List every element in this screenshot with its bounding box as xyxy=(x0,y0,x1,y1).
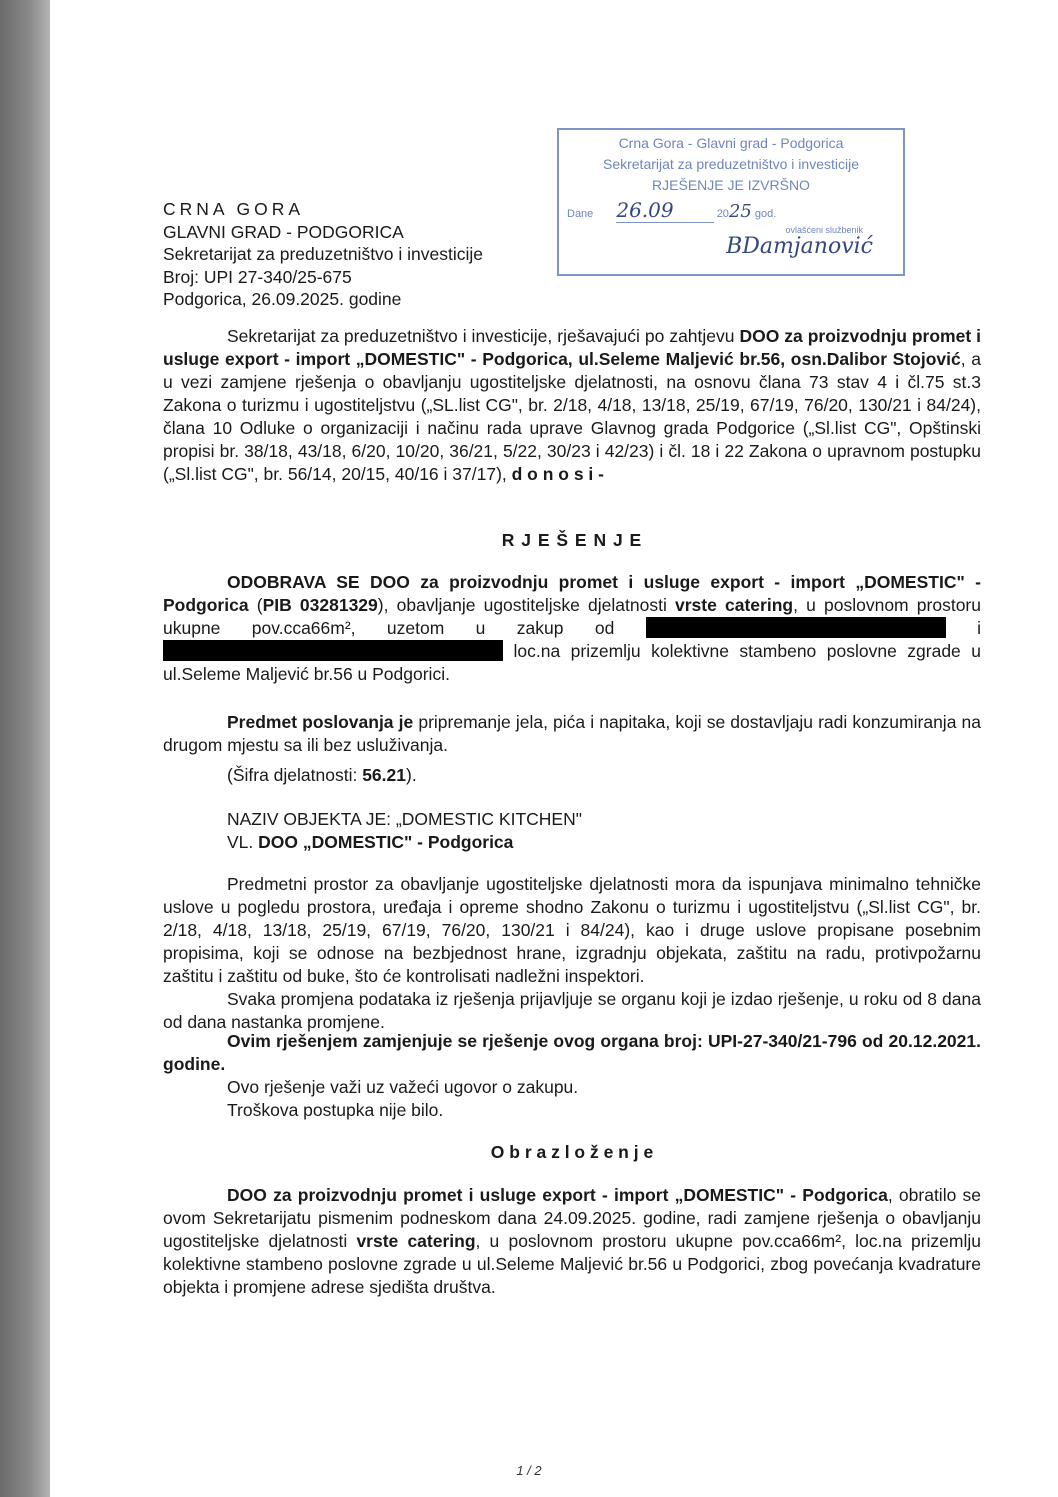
stamp-year-prefix: 20 xyxy=(716,208,729,220)
reasoning-title: O b r a z l o ž e n j e xyxy=(490,1142,654,1162)
reasoning-paragraph xyxy=(163,1184,981,1299)
bold-text: Ovim rješenjem zamjenjuje se rješenje ovog organa broj: UPI-27-340/21-796 od 20.12.2021. godine. xyxy=(163,1031,981,1074)
handwritten-year: 25 xyxy=(728,201,752,222)
changes-paragraph xyxy=(163,988,981,1034)
text-segment: , u poslovnom prostoru ukupne pov.cca66m², loc.na prizemlju kolektivne stambeno poslovne zgrade u ul.Seleme Maljević br.56 u Podgorici, zbog povećanja kvadrature objekta i promjene adrese sjedišta društva. xyxy=(163,1231,981,1297)
costs-paragraph xyxy=(163,1099,981,1122)
replaces-paragraph xyxy=(163,1030,981,1076)
conditions-paragraph xyxy=(163,873,981,988)
city: GLAVNI GRAD - PODGORICA xyxy=(163,221,404,242)
text-segment: Predmetni prostor za obavljanje ugostiteljske djelatnosti mora da ispunjava minimalno tehničke uslove u pogledu prostora, uređaja i opreme shodno Zakonu o turizmu i ugostiteljstvu („Sl.list CG", br. 2/18, 4/18, 13/18, 25/19, 67/19, 76/20, 130/21 i 84/24), kao i druge uslove propisane posebnim propisima, koji se odnose na bezbjednost hrane, izgradnju objekata, zaštitu na radu, protivpožarnu zaštitu i zaštitu od buke, što će kontrolisati nadležni inspektori. xyxy=(163,874,981,986)
bold-text: DOO za proizvodnju promet i usluge export - import „DOMESTIC" - Podgorica xyxy=(227,1185,888,1205)
stamp-god-label: god. xyxy=(754,208,777,220)
text-segment: ). xyxy=(406,765,417,785)
activity-code xyxy=(163,764,981,787)
text-segment: pripremanje jela, pića i napitaka, koji se dostavljaju radi konzumiranja na drugom mjestu sa ili bez usluživanja. xyxy=(163,712,981,755)
approval-paragraph xyxy=(163,571,981,686)
handwritten-date: 26.09 xyxy=(616,198,713,223)
text-segment: , obratilo se ovom Sekretarijatu pismenim podneskom dana 24.09.2025. godine, radi zamjene rješenja o obavljanju ugostiteljske djelatnosti xyxy=(163,1185,982,1251)
place-date: Podgorica, 26.09.2025. godine xyxy=(163,289,402,309)
text-segment: VL. xyxy=(227,832,259,852)
office: Sekretarijat za preduzetništvo i investicije xyxy=(163,244,484,264)
bold-text: DOO za proizvodnju promet i usluge export - import „DOMESTIC" - Podgorica, ul.Seleme Maljević br.56, osn.Dalibor Stojović xyxy=(163,326,982,369)
signature: BDamjanović xyxy=(726,234,873,259)
stamp-line: RJEŠENJE JE IZVRŠNO xyxy=(652,177,810,193)
stamp-dane-label: Dane xyxy=(567,208,594,220)
stamp-line: Crna Gora - Glavni grad - Podgorica xyxy=(618,135,844,151)
text-segment: ( xyxy=(248,595,263,615)
object-name xyxy=(163,808,981,831)
bold-text: vrste catering xyxy=(675,595,794,615)
letterhead xyxy=(163,198,543,311)
bold-text: d o n o s i - xyxy=(511,464,604,484)
bold-text: 56.21 xyxy=(362,765,406,785)
text-segment: (Šifra djelatnosti: xyxy=(227,765,363,785)
text-segment: NAZIV OBJEKTA JE: „DOMESTIC KITCHEN" xyxy=(227,809,582,829)
text-segment: Troškova postupka nije bilo. xyxy=(227,1100,444,1120)
text-segment: i xyxy=(945,618,982,638)
document-number: Broj: UPI 27-340/25-675 xyxy=(163,266,352,287)
bold-text: vrste catering xyxy=(356,1231,476,1251)
validity-paragraph xyxy=(163,1076,981,1099)
bold-text: Predmet poslovanja je xyxy=(227,712,414,732)
text-segment: Svaka promjena podataka iz rješenja prijavljuje se organu koji je izdao rješenje, u roku od 8 dana od dana nastanka promjene. xyxy=(163,989,981,1032)
bold-text: PIB 03281329 xyxy=(262,595,378,615)
text-segment: Sekretarijat za preduzetništvo i investicije, rješavajući po zahtjevu xyxy=(227,326,740,346)
bold-text: DOO „DOMESTIC" - Podgorica xyxy=(258,832,514,852)
subject-paragraph xyxy=(163,711,981,757)
stamp-official-label: ovlašćeni službenik xyxy=(785,225,863,235)
object-owner xyxy=(163,831,981,854)
redaction-block xyxy=(163,640,503,661)
intro-paragraph xyxy=(163,325,981,486)
decision-title: R J E Š E N J E xyxy=(501,530,643,550)
redaction-block xyxy=(646,617,946,638)
page-number: 1 / 2 xyxy=(516,1463,542,1478)
execution-stamp xyxy=(557,128,905,276)
country: CRNA GORA xyxy=(163,199,305,219)
text-segment: Ovo rješenje važi uz važeći ugovor o zakupu. xyxy=(227,1077,579,1097)
stamp-line: Sekretarijat za preduzetništvo i investicije xyxy=(602,156,859,172)
text-segment: ), obavljanje ugostiteljske djelatnosti xyxy=(377,595,676,615)
bold-text: ODOBRAVA SE DOO za proizvodnju promet i usluge export - import „DOMESTIC" - Podgorica xyxy=(163,572,981,615)
text-segment: loc.na prizemlju kolektivne stambeno poslovne zgrade u ul.Seleme Maljević br.56 u Podgorici. xyxy=(163,641,981,684)
text-segment: , u poslovnom prostoru ukupne pov.cca66m², uzetom u zakup od xyxy=(163,595,981,638)
scan-edge xyxy=(0,0,50,1497)
text-segment: , a u vezi zamjene rješenja o obavljanju ugostiteljske djelatnosti, na osnovu člana 73 stav 4 i čl.75 st.3 Zakona o turizmu i ugostiteljstvu („SL.list CG", br. 2/18, 4/18, 13/18, 25/19, 67/19, 76/20, 130/21 i 84/24), člana 10 Odluke o organizaciji i načinu rada uprave Glavnog grada Podgorice („Sl.list CG", Opštinski propisi br. 38/18, 43/18, 6/20, 10/20, 36/21, 5/22, 30/23 i 42/23) i čl. 18 i 22 Zakona o upravnom postupku („Sl.list CG", br. 56/14, 20/15, 40/16 i 37/17), xyxy=(163,349,981,484)
